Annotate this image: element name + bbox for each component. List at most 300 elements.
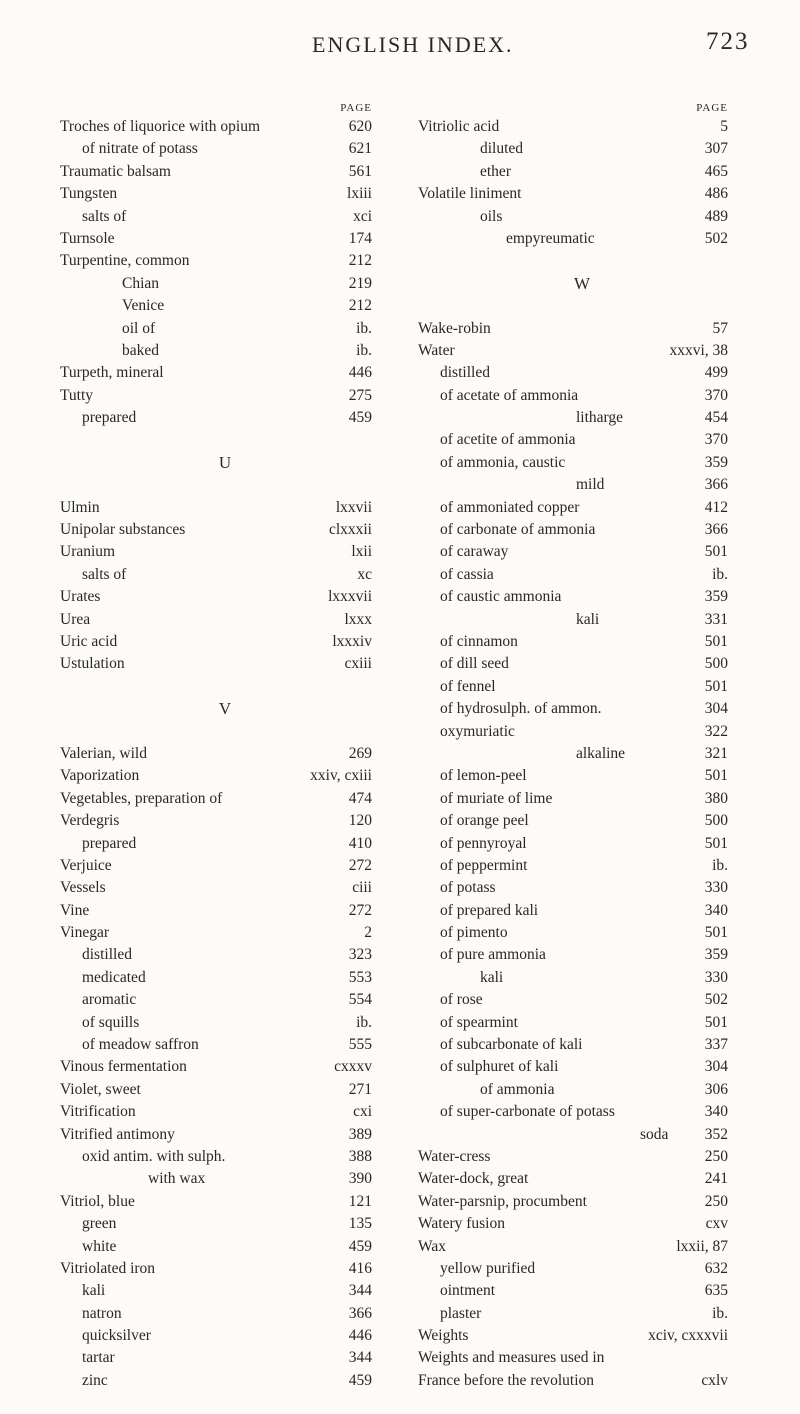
entry-page: 502 [704, 229, 728, 247]
entry-page: 241 [704, 1170, 728, 1188]
entry-page: 2 [364, 924, 372, 942]
index-entry [60, 1236, 390, 1258]
entry-page: xci [353, 207, 372, 225]
entry-page: xxxvi, 38 [669, 341, 728, 359]
entry-page: 135 [348, 1215, 372, 1233]
entry-term: Venice [122, 297, 165, 315]
index-entry [60, 273, 390, 295]
entry-page: 412 [704, 498, 728, 516]
entry-page: 459 [348, 409, 372, 427]
entry-page: 322 [704, 722, 728, 740]
index-entry [418, 564, 746, 586]
entry-page: 271 [348, 1080, 372, 1098]
entry-page: 250 [704, 1147, 728, 1165]
index-entry [418, 116, 746, 138]
entry-term: diluted [480, 140, 524, 158]
entry-term: Verjuice [60, 856, 112, 874]
entry-term: Ustulation [60, 655, 125, 673]
entry-term: Urates [60, 588, 101, 606]
entry-term: Turpentine, common [60, 252, 190, 270]
entry-term: Water-cress [418, 1147, 491, 1165]
page-title: ENGLISH INDEX. [312, 32, 514, 57]
section-letter [60, 698, 390, 720]
entry-page: 307 [704, 140, 728, 158]
entry-term: distilled [82, 946, 132, 964]
index-entry [60, 295, 390, 317]
entry-term: of acetite of ammonia [440, 431, 576, 449]
left-column [60, 96, 390, 1392]
index-entry [60, 1347, 390, 1369]
section-letter [418, 273, 746, 295]
index-entry [60, 340, 390, 362]
entry-term: Uranium [60, 543, 116, 561]
entry-term: of lemon-peel [440, 767, 527, 785]
index-entry [60, 519, 390, 541]
entry-page: 304 [704, 700, 728, 718]
entry-term: Violet, sweet [60, 1080, 141, 1098]
index-entry [60, 318, 390, 340]
entry-term: of cassia [440, 565, 494, 583]
index-entry [418, 1280, 746, 1302]
index-entry [60, 1079, 390, 1101]
index-entry [60, 429, 390, 451]
index-entry [418, 944, 746, 966]
index-entry [60, 1303, 390, 1325]
entry-term: Unipolar substances [60, 521, 186, 539]
index-entry [418, 967, 746, 989]
index-entry [418, 541, 746, 563]
entry-page: 352 [704, 1125, 728, 1143]
entry-term: kali [480, 968, 504, 986]
section-heading: W [573, 273, 591, 293]
entry-term: Tutty [60, 386, 94, 404]
entry-term: Water-parsnip, procumbent [418, 1192, 587, 1210]
entry-page: 502 [704, 991, 728, 1009]
index-entry [418, 1012, 746, 1034]
entry-term: ether [480, 162, 511, 180]
entry-term: of caustic ammonia [440, 588, 562, 606]
entry-term: of muriate of lime [440, 789, 553, 807]
entry-term: of subcarbonate of kali [440, 1036, 583, 1054]
entry-term: Weights [418, 1327, 469, 1345]
index-entry [418, 653, 746, 675]
index-entry [60, 385, 390, 407]
entry-term: litharge [576, 409, 624, 427]
entry-page: 269 [348, 744, 372, 762]
entry-page: xxiv, cxiii [310, 767, 372, 785]
section-heading: V [218, 699, 232, 719]
index-entry [418, 362, 746, 384]
entry-page: 501 [704, 1013, 728, 1031]
index-entry [60, 586, 390, 608]
entry-page: 416 [348, 1259, 372, 1277]
index-entry [60, 1325, 390, 1347]
entry-term: oil of [122, 319, 156, 337]
index-entry [418, 161, 746, 183]
entry-term: with wax [148, 1170, 206, 1188]
entry-term: medicated [82, 968, 146, 986]
entry-term: of squills [82, 1013, 140, 1031]
entry-term: Traumatic balsam [60, 162, 171, 180]
index-entry [418, 1325, 746, 1347]
entry-page: 57 [712, 319, 728, 337]
entry-page: 344 [348, 1282, 372, 1300]
entry-page: 340 [704, 901, 728, 919]
entry-term: Urea [60, 610, 91, 628]
entry-term: green [82, 1215, 117, 1233]
index-entry [418, 295, 746, 317]
entry-term: Valerian, wild [60, 744, 147, 762]
entry-term: of ammonia, caustic [440, 453, 566, 471]
entry-page: 366 [704, 521, 728, 539]
index-entry [60, 1213, 390, 1235]
entry-page: 446 [348, 1327, 372, 1345]
entry-page: lxxii, 87 [676, 1237, 728, 1255]
entry-term: of nitrate of potass [82, 140, 198, 158]
index-entry [418, 1101, 746, 1123]
entry-term: empyreumatic [506, 229, 595, 247]
entry-term: kali [576, 610, 600, 628]
right-column [418, 96, 746, 1392]
entry-page: 388 [348, 1147, 372, 1165]
index-entry [418, 900, 746, 922]
entry-page: lxxx [344, 610, 372, 628]
index-entry [60, 900, 390, 922]
entry-page: 219 [348, 274, 372, 292]
entry-page: 212 [348, 297, 372, 315]
index-entry [60, 138, 390, 160]
entry-page: 370 [704, 431, 728, 449]
index-entry [418, 833, 746, 855]
index-entry [418, 497, 746, 519]
entry-term: prepared [82, 409, 137, 427]
index-entry [60, 833, 390, 855]
entry-term: Vessels [60, 879, 106, 897]
index-entry [60, 1101, 390, 1123]
index-entry [418, 1370, 746, 1392]
page-column-header [418, 96, 746, 116]
entry-page: 486 [704, 185, 728, 203]
entry-page: 337 [704, 1036, 728, 1054]
entry-page: 501 [704, 632, 728, 650]
entry-page: 380 [704, 789, 728, 807]
entry-page: 344 [348, 1349, 372, 1367]
entry-page: ciii [352, 879, 372, 897]
entry-term: France before the revolution [418, 1371, 595, 1389]
index-entry [60, 474, 390, 496]
page-number: 723 [706, 28, 750, 55]
index-entry [418, 206, 746, 228]
page-column-header [60, 96, 390, 116]
page-header [0, 24, 800, 64]
section-heading: U [218, 452, 232, 472]
entry-term: Uric acid [60, 632, 118, 650]
index-entry [60, 116, 390, 138]
entry-term: kali [82, 1282, 106, 1300]
entry-term: Vaporization [60, 767, 140, 785]
index-entry [60, 1168, 390, 1190]
entry-term: Turpeth, mineral [60, 364, 164, 382]
index-entry [60, 206, 390, 228]
entry-page: 489 [704, 207, 728, 225]
entry-page: 500 [704, 812, 728, 830]
entry-page: 370 [704, 386, 728, 404]
entry-page: 331 [704, 610, 728, 628]
entry-page: 620 [348, 118, 372, 135]
entry-term: quicksilver [82, 1327, 151, 1345]
index-entry [60, 944, 390, 966]
entry-page: 501 [704, 677, 728, 695]
entry-term: of sulphuret of kali [440, 1058, 559, 1076]
entry-page: 501 [704, 834, 728, 852]
entry-page: 635 [704, 1282, 728, 1300]
index-entry [418, 1034, 746, 1056]
entry-term: Vinegar [60, 924, 109, 942]
index-entry [60, 676, 390, 698]
index-entry [418, 250, 746, 272]
entry-term: Vitriolated iron [60, 1259, 156, 1277]
entry-page: 474 [348, 789, 372, 807]
entry-page: 499 [704, 364, 728, 382]
entry-page: 359 [704, 946, 728, 964]
index-entry [418, 429, 746, 451]
entry-page: 340 [704, 1103, 728, 1121]
entry-term: salts of [82, 565, 127, 583]
index-entry [418, 1258, 746, 1280]
entry-page: 390 [348, 1170, 372, 1188]
entry-term: Verdegris [60, 812, 120, 830]
index-entry [60, 183, 390, 205]
index-entry [60, 788, 390, 810]
index-entry [418, 228, 746, 250]
entry-page: 323 [348, 946, 372, 964]
entry-page: xc [357, 565, 372, 583]
entry-page: cxlv [701, 1371, 728, 1389]
entry-term: Watery fusion [418, 1215, 505, 1233]
entry-term: Wake-robin [418, 319, 491, 337]
entry-term: of prepared kali [440, 901, 539, 919]
entry-page: 553 [348, 968, 372, 986]
entry-page: clxxxii [328, 521, 372, 539]
entry-page: lxxvii [335, 498, 372, 516]
entry-page: 359 [704, 453, 728, 471]
index-entry [418, 183, 746, 205]
entry-term: of potass [440, 879, 496, 897]
entry-page: lxiii [347, 185, 372, 203]
entry-page: 632 [704, 1259, 728, 1277]
entry-page: lxii [351, 543, 372, 561]
index-entry [418, 631, 746, 653]
entry-term: of super-carbonate of potass [440, 1103, 615, 1121]
index-entry [418, 1303, 746, 1325]
entry-term: of rose [440, 991, 483, 1009]
entry-page: ib. [712, 1304, 728, 1322]
index-entry [418, 519, 746, 541]
entry-term: Vine [60, 901, 90, 919]
entry-term: white [82, 1237, 117, 1255]
index-entry [60, 1258, 390, 1280]
index-entry [60, 922, 390, 944]
entry-term: yellow purified [440, 1259, 536, 1277]
entry-page: 389 [348, 1125, 372, 1143]
entry-page: 561 [348, 162, 372, 180]
entry-term: salts of [82, 207, 127, 225]
entry-term: oils [480, 207, 503, 225]
entry-page: cxi [353, 1103, 372, 1121]
index-entry [418, 1146, 746, 1168]
index-entry [60, 609, 390, 631]
index-entry [60, 1124, 390, 1146]
index-entry [60, 1191, 390, 1213]
entry-page: 306 [704, 1080, 728, 1098]
index-entry [60, 765, 390, 787]
entry-page: 410 [348, 834, 372, 852]
entry-term: alkaline [576, 744, 626, 762]
index-entry [418, 1236, 746, 1258]
index-entry [418, 922, 746, 944]
entry-page: 366 [704, 476, 728, 494]
index-entry [60, 407, 390, 429]
index-entry [418, 989, 746, 1011]
entry-term: Turnsole [60, 229, 115, 247]
entry-term: of fennel [440, 677, 496, 695]
entry-page: lxxxvii [328, 588, 372, 606]
index-entry [60, 653, 390, 675]
entry-term: of pimento [440, 924, 508, 942]
entry-term: oxid antim. with sulph. [82, 1147, 226, 1165]
index-entry [60, 228, 390, 250]
entry-term: of meadow saffron [82, 1036, 199, 1054]
entry-page: 621 [348, 140, 372, 158]
index-entry [418, 788, 746, 810]
entry-page: 174 [348, 229, 372, 247]
entry-term: Vitrification [60, 1103, 136, 1121]
entry-term: of ammoniated copper [440, 498, 580, 516]
index-entry [418, 586, 746, 608]
entry-page: 121 [348, 1192, 372, 1210]
entry-page: 465 [704, 162, 728, 180]
index-entry [418, 407, 746, 429]
entry-page: 446 [348, 364, 372, 382]
entry-term: Troches of liquorice with opium [60, 118, 261, 135]
index-entry [418, 1347, 746, 1369]
entry-page: ib. [712, 856, 728, 874]
section-letter [60, 452, 390, 474]
entry-page: 359 [704, 588, 728, 606]
index-entry [60, 1034, 390, 1056]
entry-page: 212 [348, 252, 372, 270]
index-entry [60, 1370, 390, 1392]
entry-page: ib. [356, 1013, 372, 1031]
index-entry [60, 1012, 390, 1034]
entry-page: 272 [348, 901, 372, 919]
entry-page: 454 [704, 409, 728, 427]
entry-page: ib. [356, 319, 372, 337]
entry-term: tartar [82, 1349, 115, 1367]
entry-term: Vinous fermentation [60, 1058, 187, 1076]
entry-page: 272 [348, 856, 372, 874]
index-entry [60, 967, 390, 989]
entry-page: 554 [348, 991, 372, 1009]
entry-term: Vegetables, preparation of [60, 789, 223, 807]
entry-page: cxiii [344, 655, 372, 673]
index-entry [418, 1191, 746, 1213]
entry-term: Volatile liniment [418, 185, 522, 203]
index-entry [418, 340, 746, 362]
entry-term: of cinnamon [440, 632, 518, 650]
index-entry [418, 810, 746, 832]
entry-term: ointment [440, 1282, 496, 1300]
entry-term: Tungsten [60, 185, 118, 203]
entry-term: of dill seed [440, 655, 509, 673]
entry-page: 250 [704, 1192, 728, 1210]
entry-term: of pure ammonia [440, 946, 546, 964]
entry-term: of pennyroyal [440, 834, 527, 852]
entry-page: 459 [348, 1371, 372, 1389]
entry-term: of orange peel [440, 812, 529, 830]
entry-term: Wax [418, 1237, 447, 1255]
entry-page: 120 [348, 812, 372, 830]
index-entry [60, 721, 390, 743]
index-entry [60, 877, 390, 899]
entry-page: 5 [720, 118, 728, 135]
entry-page: 501 [704, 924, 728, 942]
index-entry [418, 385, 746, 407]
entry-page: xciv, cxxxvii [648, 1327, 728, 1345]
entry-term: distilled [440, 364, 490, 382]
entry-term: Vitriol, blue [60, 1192, 135, 1210]
entry-page: 275 [348, 386, 372, 404]
page-column-label: PAGE [340, 102, 372, 114]
entry-page: ib. [356, 341, 372, 359]
entry-page: 304 [704, 1058, 728, 1076]
index-entry [418, 855, 746, 877]
entry-term: plaster [440, 1304, 482, 1322]
entry-page: cxxxv [334, 1058, 372, 1076]
index-entry [60, 541, 390, 563]
index-entry [418, 1213, 746, 1235]
index-entry [418, 765, 746, 787]
index-entry [60, 1056, 390, 1078]
index-entry [418, 743, 746, 765]
index-entry [60, 564, 390, 586]
entry-page: 330 [704, 879, 728, 897]
index-entry [418, 318, 746, 340]
entry-term: natron [82, 1304, 122, 1322]
index-entry [418, 1168, 746, 1190]
entry-term: Water-dock, great [418, 1170, 529, 1188]
index-entry [60, 810, 390, 832]
entry-page: 459 [348, 1237, 372, 1255]
entry-page: 500 [704, 655, 728, 673]
index-entry [418, 452, 746, 474]
entry-term: Water [418, 341, 455, 359]
entry-term: of ammonia [480, 1080, 555, 1098]
index-entry [60, 250, 390, 272]
index-entry [418, 721, 746, 743]
entry-term: Ulmin [60, 498, 100, 516]
entry-term: oxymuriatic [440, 722, 515, 740]
index-entry [60, 743, 390, 765]
index-entry [60, 989, 390, 1011]
entry-page: 555 [348, 1036, 372, 1054]
entry-page: lxxxiv [332, 632, 372, 650]
index-entry [418, 676, 746, 698]
index-entry [60, 631, 390, 653]
index-entry [60, 1146, 390, 1168]
index-entry [418, 1056, 746, 1078]
index-entry [60, 362, 390, 384]
